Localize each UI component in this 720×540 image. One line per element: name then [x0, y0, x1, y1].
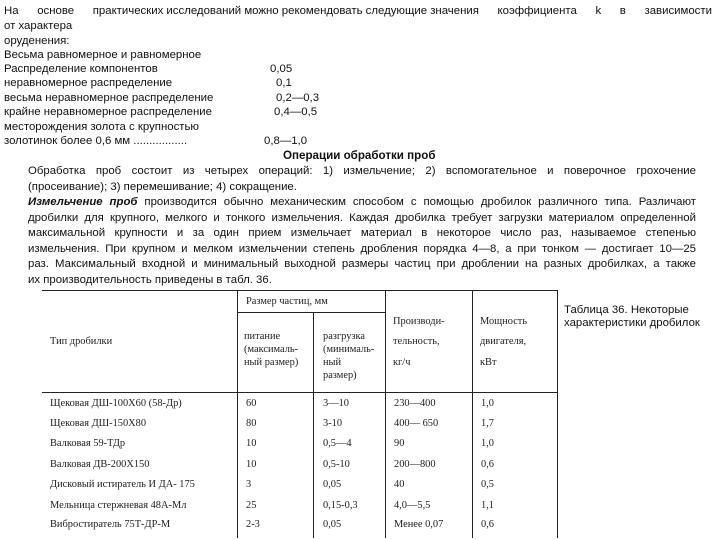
- paragraph-line: измельчения. При крупном и мелком измельчении степень дробления порядка 4—8, а при тонком — достигает 10—25: [28, 242, 696, 255]
- cell-discharge: 0,5—4: [323, 438, 352, 449]
- intro-word: зависимости: [644, 5, 712, 17]
- paragraph-line: раз. Максимальный входной и минимальный выходной размеры частиц при дроблении на разных дробилках, а также: [28, 258, 696, 271]
- paragraph-line: [28, 195, 696, 211]
- coef-value: 0,4—0,5: [274, 106, 318, 118]
- section-title: Операции обработки проб: [283, 149, 436, 162]
- cell-type: Щековая ДШ-100Х60 (58-Др): [50, 398, 182, 409]
- cell-power: 0,6: [481, 459, 494, 470]
- cell-feed: 10: [246, 438, 257, 449]
- header-line: (максималь-: [244, 344, 299, 355]
- cell-discharge: 0,5-10: [323, 459, 350, 470]
- cell-feed: 80: [246, 418, 257, 429]
- coef-label: Распределение компонентов: [4, 63, 158, 75]
- paragraph-1: [28, 164, 696, 195]
- cell-capacity: Менее 0,07: [394, 519, 444, 530]
- intro-line-3: оруденения:: [4, 35, 70, 47]
- paragraph-line: Обработка проб состоит из четырех операций: 1) измельчение; 2) вспомогательное и поверочное грохочение: [28, 165, 696, 177]
- intro-word: коэффициента: [497, 5, 577, 17]
- table-rule-subheader: [237, 312, 385, 313]
- cell-discharge: 0,05: [323, 519, 342, 530]
- cell-power: 0,6: [481, 519, 494, 530]
- cell-feed: 25: [246, 500, 257, 511]
- cell-capacity: 400— 650: [394, 418, 439, 429]
- intro-line-1: [4, 4, 712, 18]
- header-capacity: тельность,: [393, 336, 440, 347]
- intro-word: основе: [37, 5, 75, 17]
- intro-word: k: [595, 5, 602, 17]
- header-power: Мощность: [480, 316, 528, 327]
- header-line: питание: [244, 331, 281, 342]
- cell-type: Мельница стержневая 48А-Мл: [50, 500, 187, 511]
- cell-discharge: 3—10: [323, 398, 349, 409]
- intro-word: На: [4, 5, 19, 17]
- table-rule-col: [557, 290, 558, 538]
- coef-label: золотинок более 0,6 мм .................: [4, 135, 188, 147]
- cell-feed: 3: [246, 479, 252, 490]
- header-line: разгрузка: [323, 331, 366, 342]
- paragraph-line: максимальной крупности и за один прием измельчает материал в некоторое число раз, называемое степенью: [28, 227, 696, 240]
- table-rule-col: [313, 312, 314, 538]
- coef-label: весьма неравномерное распределение: [4, 92, 214, 104]
- cell-capacity: 40: [394, 479, 405, 490]
- header-line: (минималь-: [323, 344, 375, 355]
- table-rule-col: [237, 290, 238, 538]
- paragraph-line: (просеивание); 3) перемешивание; 4) сокращение.: [28, 180, 297, 193]
- table-rule-header-bottom: [42, 392, 558, 393]
- term-crushing: Измельчение проб: [28, 196, 138, 208]
- table-rule-top: [42, 290, 558, 291]
- cell-feed: 2-3: [246, 519, 260, 530]
- paragraph-2: [28, 195, 696, 289]
- cell-discharge: 3-10: [323, 418, 343, 429]
- cell-power: 1,7: [481, 418, 494, 429]
- cell-capacity: 4,0—5,5: [394, 500, 431, 511]
- cell-power: 1,0: [481, 438, 494, 449]
- paragraph-text: производится обычно механическим способом с помощью дробилок различного типа. Различают: [137, 196, 696, 208]
- header-discharge: [323, 330, 374, 382]
- header-type: Тип дробилки: [50, 336, 113, 347]
- caption-line: характеристики дробилок: [564, 317, 700, 329]
- header-line: ный размер): [244, 357, 299, 368]
- cell-type: Валковая ДВ-200Х150: [50, 459, 150, 470]
- cell-type: Щековая ДШ-150Х80: [50, 418, 147, 429]
- cell-power: 1,0: [481, 398, 494, 409]
- header-feed: [244, 330, 298, 369]
- coef-value: 0,05: [270, 63, 293, 75]
- intro-word: в: [619, 5, 626, 17]
- coef-label: неравномерное распределение: [4, 77, 173, 89]
- intro-line-2: от характера: [4, 20, 73, 32]
- cell-discharge: 0,05: [323, 479, 342, 490]
- table-rule-col: [472, 290, 473, 538]
- cell-type: Вибростиратель 75Т-ДР-М: [50, 519, 171, 530]
- cell-type: Валковая 59-ТДр: [50, 438, 126, 449]
- cell-type: Дисковый истиратель И ДА- 175: [50, 479, 195, 490]
- header-power: двигателя,: [480, 336, 527, 347]
- cell-capacity: 200—800: [394, 459, 436, 470]
- cell-power: 0,5: [481, 479, 494, 490]
- cell-feed: 10: [246, 459, 257, 470]
- coef-value: 0,2—0,3: [276, 92, 320, 104]
- coef-label: Весьма равномерное и равномерное: [4, 49, 202, 61]
- header-line: размер): [323, 370, 357, 381]
- header-power: кВт: [480, 357, 497, 368]
- coef-value: 0,1: [276, 77, 292, 89]
- cell-discharge: 0,15-0,3: [323, 500, 358, 511]
- header-capacity: кг/ч: [393, 357, 411, 368]
- table-caption: [564, 304, 700, 330]
- coef-label: крайне неравномерное распределение: [4, 106, 212, 118]
- cell-feed: 60: [246, 398, 257, 409]
- coef-value: 0,8—1,0: [264, 135, 308, 147]
- paragraph-line: дробилки для крупного, мелкого и тонкого измельчения. Каждая дробилка требует загрузки материалом определенной: [28, 211, 696, 224]
- cell-capacity: 90: [394, 438, 405, 449]
- table-rule-col: [385, 290, 386, 538]
- header-line: ный: [323, 357, 342, 368]
- cell-power: 1,1: [481, 500, 494, 511]
- coef-label: месторождения золота с крупностью: [4, 121, 199, 133]
- paragraph-line: их производительность приведены в табл. 36.: [28, 273, 272, 286]
- header-size-group: Размер частиц, мм: [246, 296, 328, 307]
- caption-line: Таблица 36. Некоторые: [564, 304, 689, 316]
- header-capacity: Производи-: [393, 316, 445, 327]
- intro-word: практических исследований можно рекомендовать следующие значения: [92, 5, 479, 17]
- cell-capacity: 230—400: [394, 398, 436, 409]
